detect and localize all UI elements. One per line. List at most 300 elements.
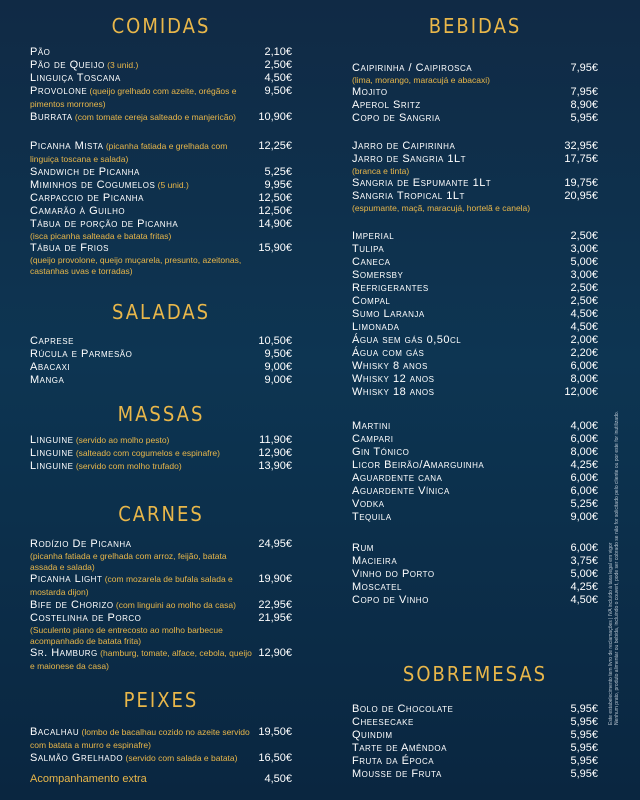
menu-item xyxy=(352,498,598,511)
item-name-wrapper xyxy=(30,538,258,573)
item-name-wrapper xyxy=(352,420,570,433)
menu-item xyxy=(30,374,292,387)
item-price: 12,90€ xyxy=(258,447,292,459)
menu-item xyxy=(352,742,598,755)
menu-item xyxy=(352,555,598,568)
item-price: 9,00€ xyxy=(264,374,292,386)
item-name-wrapper xyxy=(352,153,564,177)
item-name-wrapper xyxy=(352,742,570,755)
item-name: Licor Beirão/Amarguinha xyxy=(352,459,485,471)
bebidas-group-5 xyxy=(352,542,598,607)
item-name-wrapper xyxy=(352,594,570,607)
item-name: Moscatel xyxy=(352,581,402,593)
item-name: Aguardente cana xyxy=(352,472,443,484)
item-price: 4,00€ xyxy=(570,420,598,432)
item-name: Tábua de Frios xyxy=(30,242,110,254)
item-name: Somersby xyxy=(352,269,404,281)
comidas-list-1 xyxy=(30,46,292,124)
item-name-wrapper xyxy=(30,374,264,387)
item-description: (isca picanha salteada e batata fritas) xyxy=(30,231,172,241)
menu-item xyxy=(30,72,292,85)
legal-note-line-2: Nenhum prato, produto alimentar ou bebida, incluindo o couvert, pode ser cobrado se não for solicitado pelo cliente ou por este for inutilizado. xyxy=(614,410,620,725)
item-name-wrapper xyxy=(352,140,564,153)
menu-item xyxy=(30,612,292,647)
item-name-wrapper xyxy=(30,140,258,166)
item-name: Bolo de Chocolate xyxy=(352,703,454,715)
item-name-wrapper xyxy=(30,726,258,752)
menu-item xyxy=(30,205,292,218)
item-name: Provolone xyxy=(30,85,88,97)
item-name-wrapper xyxy=(352,511,570,524)
menu-item xyxy=(30,166,292,179)
item-name: Rum xyxy=(352,542,374,554)
item-name: Abacaxi xyxy=(30,361,71,373)
item-name: Salmão Grelhado xyxy=(30,752,124,764)
item-name-wrapper xyxy=(352,321,570,334)
item-name: Costelinha de Porco xyxy=(30,612,142,624)
item-price: 4,25€ xyxy=(570,581,598,593)
item-note: (queijo grelhado com azeite, orégãos e pimentos morrones) xyxy=(30,86,237,109)
item-name-wrapper xyxy=(352,433,570,446)
item-price: 32,95€ xyxy=(564,140,598,152)
item-name-wrapper xyxy=(352,295,570,308)
item-price: 2,10€ xyxy=(264,46,292,58)
bebidas-group-1 xyxy=(352,62,598,125)
item-name: Carpaccio de Picanha xyxy=(30,192,144,204)
menu-item xyxy=(352,334,598,347)
item-price: 2,50€ xyxy=(570,230,598,242)
item-price: 6,00€ xyxy=(570,485,598,497)
item-name-wrapper xyxy=(30,205,258,218)
item-name: Caneca xyxy=(352,256,391,268)
item-name-wrapper xyxy=(352,190,564,214)
item-name: Miminhos de Cogumelos xyxy=(30,179,156,191)
item-price: 5,95€ xyxy=(570,742,598,754)
item-name-wrapper xyxy=(30,111,258,124)
item-name-wrapper xyxy=(352,703,570,716)
item-note: (lombo de bacalhau cozido no azeite servido com batata a murro e espinafre) xyxy=(30,727,250,750)
item-price: 8,00€ xyxy=(570,373,598,385)
menu-item xyxy=(30,647,292,673)
item-price: 5,95€ xyxy=(570,112,598,124)
item-note: (hamburg, tomate, alface, cebola, queijo e maionese da casa) xyxy=(30,648,252,671)
item-name: Camarão à Guilho xyxy=(30,205,126,217)
item-name: Jarro de Caipirinha xyxy=(352,140,456,152)
item-name-wrapper xyxy=(352,269,570,282)
item-name-wrapper xyxy=(352,177,564,190)
item-price: 11,90€ xyxy=(259,434,292,446)
item-price: 10,50€ xyxy=(258,335,292,347)
item-price: 5,95€ xyxy=(570,729,598,741)
item-name-wrapper xyxy=(352,86,570,99)
item-price: 15,90€ xyxy=(258,242,292,254)
item-price: 6,00€ xyxy=(570,472,598,484)
item-price: 7,95€ xyxy=(570,62,598,74)
item-name-wrapper xyxy=(352,555,570,568)
item-name: Copo de Vinho xyxy=(352,594,429,606)
menu-item xyxy=(352,568,598,581)
item-name-wrapper xyxy=(352,230,570,243)
menu-item xyxy=(352,86,598,99)
item-price: 6,00€ xyxy=(570,360,598,372)
item-price: 6,00€ xyxy=(570,542,598,554)
item-name-wrapper xyxy=(352,446,570,459)
item-name: Picanha Mista xyxy=(30,140,104,152)
item-price: 5,95€ xyxy=(570,716,598,728)
item-name: Whisky 18 anos xyxy=(352,386,435,398)
item-name: Sr. Hamburg xyxy=(30,647,98,659)
item-name-wrapper xyxy=(352,581,570,594)
item-price: 2,20€ xyxy=(570,347,598,359)
menu-item xyxy=(352,112,598,125)
item-name-wrapper xyxy=(352,360,570,373)
menu-item xyxy=(352,768,598,781)
item-name: Mousse de Fruta xyxy=(352,768,442,780)
menu-item xyxy=(30,752,292,765)
item-price: 5,00€ xyxy=(570,568,598,580)
item-name-wrapper xyxy=(30,460,258,473)
item-price: 12,50€ xyxy=(258,205,292,217)
item-note: (com mozarela de bufala salada e mostarda dijon) xyxy=(30,574,233,597)
item-price: 12,00€ xyxy=(564,386,598,398)
menu-item xyxy=(30,434,292,447)
menu-item xyxy=(30,46,292,59)
menu-item xyxy=(352,190,598,214)
menu-item xyxy=(30,192,292,205)
item-price: 9,95€ xyxy=(264,179,292,191)
legal-note xyxy=(608,395,620,725)
item-name: Aperol Sritz xyxy=(352,99,421,111)
item-name: Whisky 8 anos xyxy=(352,360,428,372)
legal-note-line-1: Este estabelecimento tem livro de reclamações | IVA incluído à taxa legal em vigor xyxy=(608,542,614,725)
item-description: (branca e tinta) xyxy=(352,166,410,176)
menu-item xyxy=(352,99,598,112)
item-name: Linguiça Toscana xyxy=(30,72,121,84)
menu-item xyxy=(352,716,598,729)
saladas-list xyxy=(30,335,292,387)
item-name: Refrigerantes xyxy=(352,282,429,294)
item-price: 3,00€ xyxy=(570,269,598,281)
item-name-wrapper xyxy=(352,568,570,581)
item-price: 2,50€ xyxy=(570,282,598,294)
sobremesas-list xyxy=(352,703,598,781)
item-name: Copo de Sangria xyxy=(352,112,441,124)
item-price: 2,50€ xyxy=(570,295,598,307)
item-name: Sumo Laranja xyxy=(352,308,425,320)
item-price: 12,50€ xyxy=(258,192,292,204)
menu-item xyxy=(352,420,598,433)
menu-item xyxy=(352,446,598,459)
item-name-wrapper xyxy=(352,472,570,485)
bebidas-group-2 xyxy=(352,140,598,214)
item-name: Caipirinha / Caipirosca xyxy=(352,62,473,74)
item-name-wrapper xyxy=(352,755,570,768)
item-name: Linguine xyxy=(30,460,74,472)
item-name: Caprese xyxy=(30,335,74,347)
item-name: Bacalhau xyxy=(30,726,80,738)
item-description: (Suculento piano de entrecosto ao molho barbecue acompanhado de batata frita) xyxy=(30,625,223,646)
item-name: Tequila xyxy=(352,511,392,523)
item-price: 8,90€ xyxy=(570,99,598,111)
menu-item xyxy=(30,59,292,72)
item-name-wrapper xyxy=(352,542,570,555)
menu-item xyxy=(30,361,292,374)
item-price: 17,75€ xyxy=(564,153,598,165)
item-name-wrapper xyxy=(30,348,264,361)
carnes-list xyxy=(30,538,292,673)
item-name: Linguine xyxy=(30,447,74,459)
item-name: Acompanhamento extra xyxy=(30,773,147,785)
item-price: 4,50€ xyxy=(570,594,598,606)
item-name: Gin Tónico xyxy=(352,446,410,458)
menu-item xyxy=(352,153,598,177)
item-name-wrapper xyxy=(30,72,264,85)
item-price: 5,95€ xyxy=(570,755,598,767)
item-name-wrapper xyxy=(352,334,570,347)
menu-item xyxy=(30,140,292,166)
item-description: (picanha fatiada e grelhada com arroz, feijão, batata assada e salada) xyxy=(30,551,227,572)
item-price: 13,90€ xyxy=(258,460,292,472)
item-name-wrapper xyxy=(30,179,264,192)
peixes-list xyxy=(30,726,292,765)
item-name: Martini xyxy=(352,420,391,432)
menu-item xyxy=(352,729,598,742)
menu-item xyxy=(352,511,598,524)
item-price: 20,95€ xyxy=(564,190,598,202)
item-price: 9,00€ xyxy=(570,511,598,523)
item-name: Tulipa xyxy=(352,243,385,255)
massas-list xyxy=(30,434,292,473)
menu-item xyxy=(352,386,598,399)
item-price: 9,50€ xyxy=(264,348,292,360)
item-note: (servido ao molho pesto) xyxy=(73,435,170,445)
item-price: 2,00€ xyxy=(570,334,598,346)
item-price: 9,00€ xyxy=(264,361,292,373)
item-name-wrapper xyxy=(30,242,258,277)
item-name-wrapper xyxy=(352,62,570,86)
item-name-wrapper xyxy=(352,308,570,321)
item-name-wrapper xyxy=(352,99,570,112)
item-name: Pão xyxy=(30,46,51,58)
menu-item xyxy=(30,773,292,786)
item-name: Burrata xyxy=(30,111,73,123)
menu-item xyxy=(352,230,598,243)
item-name-wrapper xyxy=(30,59,264,72)
peixes-extra xyxy=(30,773,292,786)
item-name-wrapper xyxy=(30,166,264,179)
bebidas-group-3 xyxy=(352,230,598,399)
item-name: Jarro de Sangria 1Lt xyxy=(352,153,467,165)
menu-item xyxy=(352,243,598,256)
item-note: (servido com molho trufado) xyxy=(73,461,182,471)
menu-item xyxy=(352,308,598,321)
item-price: 24,95€ xyxy=(258,538,292,550)
item-name: Água sem gás 0,50cl xyxy=(352,334,462,346)
menu-item xyxy=(30,599,292,612)
item-price: 4,50€ xyxy=(570,308,598,320)
item-name-wrapper xyxy=(352,112,570,125)
item-name: Mojito xyxy=(352,86,388,98)
menu-item xyxy=(352,594,598,607)
item-name-wrapper xyxy=(352,498,570,511)
item-note: (com linguini ao molho da casa) xyxy=(113,600,236,610)
menu-item xyxy=(352,360,598,373)
item-price: 8,00€ xyxy=(570,446,598,458)
item-name-wrapper xyxy=(352,729,570,742)
menu-item xyxy=(352,755,598,768)
item-note: (5 unid.) xyxy=(155,180,189,190)
menu-item xyxy=(352,177,598,190)
item-price: 5,95€ xyxy=(570,768,598,780)
item-name-wrapper xyxy=(30,612,258,647)
item-description: (queijo provolone, queijo muçarela, presunto, azeitonas, castanhas uvas e torradas) xyxy=(30,255,242,276)
item-name: Whisky 12 anos xyxy=(352,373,435,385)
item-price: 5,25€ xyxy=(264,166,292,178)
item-name: Picanha Light xyxy=(30,573,103,585)
menu-item xyxy=(352,295,598,308)
item-note: (3 unid.) xyxy=(104,60,139,70)
item-description: (espumante, maçã, maracujá, hortelã e canela) xyxy=(352,203,531,213)
item-name: Tarte de Amêndoa xyxy=(352,742,447,754)
menu-item xyxy=(352,62,598,86)
menu-item xyxy=(352,140,598,153)
menu-item xyxy=(352,269,598,282)
item-name: Tábua de porção de Picanha xyxy=(30,218,179,230)
item-price: 16,50€ xyxy=(258,752,292,764)
item-price: 19,90€ xyxy=(258,573,292,585)
item-name-wrapper xyxy=(30,573,258,599)
item-price: 5,95€ xyxy=(570,703,598,715)
item-name: Aguardente Vínica xyxy=(352,485,450,497)
item-price: 2,50€ xyxy=(264,59,292,71)
menu-item xyxy=(30,447,292,460)
item-price: 4,50€ xyxy=(264,773,292,785)
item-name-wrapper xyxy=(352,373,570,386)
comidas-list-2 xyxy=(30,140,292,277)
menu-item xyxy=(30,111,292,124)
item-price: 12,90€ xyxy=(258,647,292,659)
bebidas-group-4 xyxy=(352,420,598,524)
item-name-wrapper xyxy=(30,335,258,348)
item-name-wrapper xyxy=(352,347,570,360)
item-name: Pão de Queijo xyxy=(30,59,105,71)
item-price: 4,50€ xyxy=(264,72,292,84)
menu-item xyxy=(30,348,292,361)
item-name-wrapper xyxy=(352,485,570,498)
item-name-wrapper xyxy=(352,386,564,399)
item-price: 19,50€ xyxy=(258,726,292,738)
item-name: Rúcula e Parmesão xyxy=(30,348,133,360)
menu-item xyxy=(30,179,292,192)
menu-item xyxy=(30,242,292,277)
item-name: Imperial xyxy=(352,230,395,242)
item-name: Quindim xyxy=(352,729,393,741)
item-name-wrapper xyxy=(30,647,258,673)
item-price: 21,95€ xyxy=(258,612,292,624)
item-name: Bife de Chorizo xyxy=(30,599,114,611)
item-name: Fruta da Época xyxy=(352,755,435,767)
item-price: 5,00€ xyxy=(570,256,598,268)
menu-item xyxy=(352,581,598,594)
item-name: Sangria Tropical 1Lt xyxy=(352,190,465,202)
item-name: Linguine xyxy=(30,434,74,446)
menu-item xyxy=(352,347,598,360)
section-title-carnes: CARNES xyxy=(118,502,204,526)
section-title-bebidas: BEBIDAS xyxy=(428,14,522,38)
item-name-wrapper xyxy=(352,459,570,472)
item-price: 3,00€ xyxy=(570,243,598,255)
section-title-massas: MASSAS xyxy=(117,402,205,426)
item-price: 5,25€ xyxy=(570,498,598,510)
item-name-wrapper xyxy=(30,434,259,447)
item-name-wrapper xyxy=(30,752,258,765)
item-name: Limonada xyxy=(352,321,400,333)
item-name: Macieira xyxy=(352,555,398,567)
menu-item xyxy=(352,321,598,334)
item-note: (servido com salada e batata) xyxy=(123,753,238,763)
item-name-wrapper xyxy=(30,46,264,59)
item-note: (salteado com cogumelos e espinafre) xyxy=(73,448,220,458)
item-note: (picanha fatiada e grelhada com linguiça toscana e salada) xyxy=(30,141,228,164)
item-price: 19,75€ xyxy=(564,177,598,189)
menu-item xyxy=(30,218,292,242)
item-name-wrapper xyxy=(352,716,570,729)
item-name: Vinho do Porto xyxy=(352,568,435,580)
item-name-wrapper xyxy=(30,218,258,242)
item-price: 9,50€ xyxy=(264,85,292,97)
item-name: Manga xyxy=(30,374,65,386)
item-name-wrapper xyxy=(30,85,264,111)
item-name-wrapper xyxy=(352,282,570,295)
item-price: 4,25€ xyxy=(570,459,598,471)
item-name-wrapper xyxy=(30,192,258,205)
item-name-wrapper xyxy=(352,768,570,781)
item-name: Compal xyxy=(352,295,391,307)
menu-item xyxy=(352,472,598,485)
item-name: Sangria de Espumante 1Lt xyxy=(352,177,492,189)
menu-item xyxy=(30,726,292,752)
menu-item xyxy=(352,542,598,555)
item-price: 12,25€ xyxy=(258,140,292,152)
menu-item xyxy=(30,85,292,111)
menu-item xyxy=(30,335,292,348)
item-name-wrapper xyxy=(352,243,570,256)
item-price: 10,90€ xyxy=(258,111,292,123)
menu-item xyxy=(352,459,598,472)
item-name-wrapper xyxy=(30,361,264,374)
section-title-peixes: PEIXES xyxy=(123,688,199,712)
menu-item xyxy=(352,703,598,716)
item-description: (lima, morango, maracujá e abacaxi) xyxy=(352,75,490,85)
item-name: Rodízio De Picanha xyxy=(30,538,132,550)
item-price: 4,50€ xyxy=(570,321,598,333)
menu-item xyxy=(30,460,292,473)
item-name: Sandwich de Picanha xyxy=(30,166,140,178)
item-name-wrapper xyxy=(352,256,570,269)
menu-item xyxy=(352,485,598,498)
section-title-saladas: SALADAS xyxy=(111,300,211,324)
item-price: 7,95€ xyxy=(570,86,598,98)
item-price: 3,75€ xyxy=(570,555,598,567)
item-name-wrapper xyxy=(30,599,258,612)
menu-item xyxy=(352,433,598,446)
item-name: Vodka xyxy=(352,498,385,510)
item-name-wrapper xyxy=(30,447,258,460)
menu-item xyxy=(352,282,598,295)
section-title-comidas: COMIDAS xyxy=(111,14,211,38)
section-title-sobremesas: SOBREMESAS xyxy=(402,662,548,686)
menu-item xyxy=(30,538,292,573)
